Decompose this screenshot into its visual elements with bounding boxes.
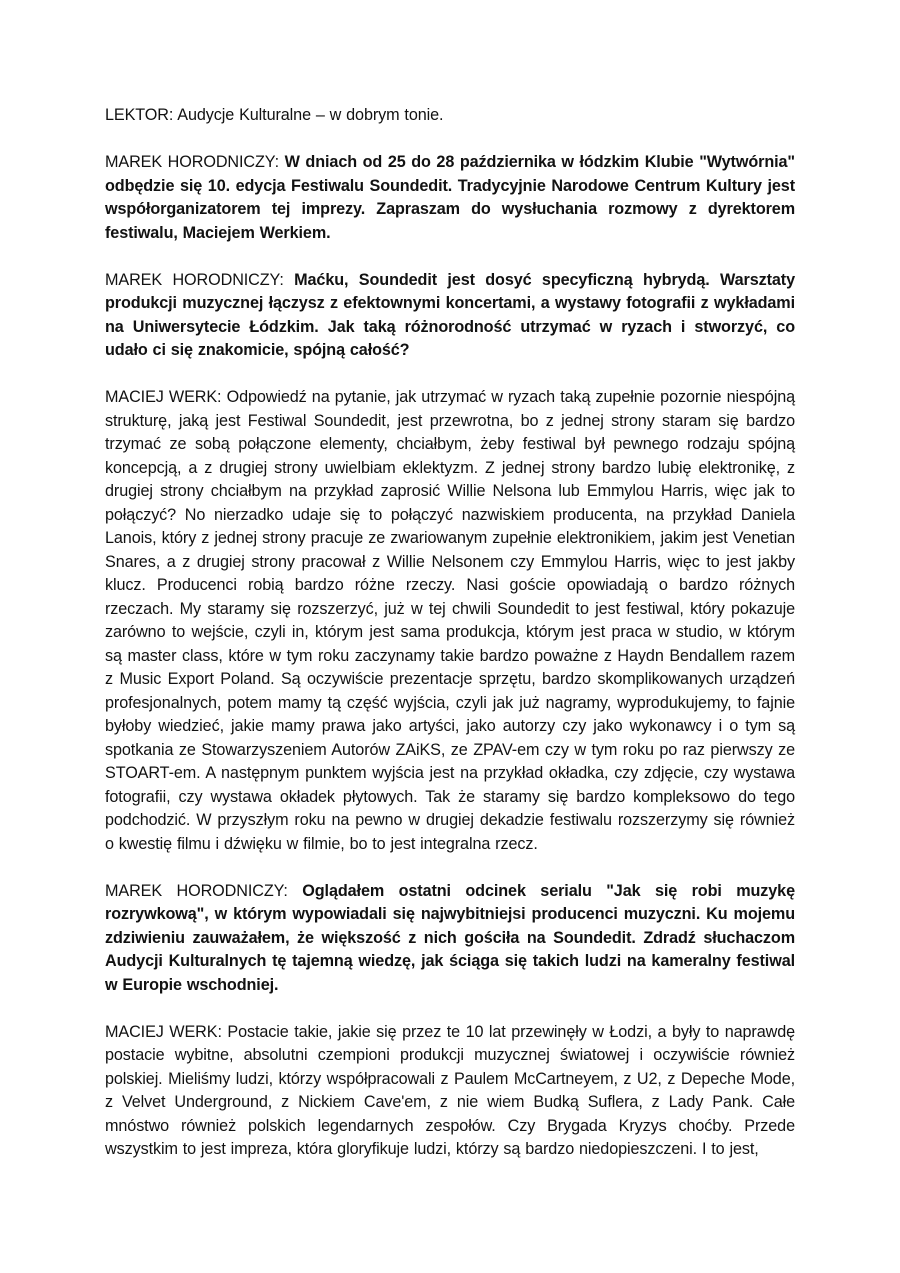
speech-text: Oglądałem ostatni odcinek serialu "Jak się robi muzykę rozrywkową", w którym wypowiadali się najwybitniejsi producenci muzyczni. Ku mojemu zdziwieniu zauważałem, że większość z nich gościła na Soundedit. Zdradź słuchaczom Audycji Kulturalnych tę tajemną wiedzę, jak ściąga się takich ludzi na kameralny festiwal w Europie wschodniej. — [105, 881, 795, 994]
transcript-paragraph-maciej-2 — [105, 1021, 795, 1162]
speech-text: Odpowiedź na pytanie, jak utrzymać w ryzach taką zupełnie pozornie niespójną strukturę, jaką jest Festiwal Soundedit, jest przewrotna, bo z jednej strony staram się bardzo trzymać ze sobą połączone elementy, chciałbym, żeby festiwal był pewnego rodzaju spójną koncepcją, a z drugiej strony uwielbiam eklektyzm. Z jednej strony bardzo lubię elektronikę, z drugiej strony chciałbym na przykład zaprosić Willie Nelsona lub Emmylou Harris, więc jak to połączyć? No nierzadko udaje się to połączyć nazwiskiem producenta, na przykład Daniela Lanois, który z jednej strony pracuje ze zwariowanym zupełnie elektronikiem, jakim jest Venetian Snares, a z drugiej strony pracował z Willie Nelsonem czy Emmylou Harris, więc to jest jakby klucz. Producenci robią bardzo różne rzeczy. Nasi goście opowiadają o bardzo różnych rzeczach. My staramy się rozszerzyć, już w tej chwili Soundedit to jest festiwal, który pokazuje zarówno to wejście, czyli in, którym jest sama produkcja, którym jest praca w studio, w którym są master class, które w tym roku zaczynamy takie bardzo poważne z Haydn Bendallem razem z Music Export Poland. Są oczywiście prezentacje sprzętu, bardzo skomplikowanych urządzeń profesjonalnych, potem mamy tą część wyjścia, czyli jak już nagramy, wyprodukujemy, to fajnie byłoby wiedzieć, jakie mamy prawa jako artyści, jako autorzy czy jako wykonawcy i o tym są spotkania ze Stowarzyszeniem Autorów ZAiKS, ze ZPAV-em czy w tym roku po raz pierwszy ze STOART-em. A następnym punktem wyjścia jest na przykład okładka, czy zdjęcie, czy wystawa fotografii, czy wystawa okładek płytowych. Tak że staramy się bardzo kompleksowo do tego podchodzić. W przyszłym roku na pewno w drugiej dekadzie festiwalu rozszerzymy się również o kwestię filmu i dźwięku w filmie, bo to jest integralna rzecz. — [105, 388, 795, 853]
transcript-paragraph-marek-2 — [105, 269, 795, 363]
speech-text: Postacie takie, jakie się przez te 10 lat przewinęły w Łodzi, a były to naprawdę postacie wybitne, absolutni czempioni produkcji muzycznej światowej i oczywiście również polskiej. Mieliśmy ludzi, którzy współpracowali z Paulem McCartneyem, z U2, z Depeche Mode, z Velvet Underground, z Nickiem Cave'em, z nie wiem Budką Suflera, z Lady Pank. Całe mnóstwo również polskich legendarnych zespołów. Czy Brygada Kryzys choćby. Przede wszystkim to jest impreza, która gloryfikuje ludzi, którzy są bardzo niedopieszczeni. I to jest, — [105, 1022, 796, 1158]
speaker-label: LEKTOR: — [105, 106, 174, 124]
transcript-paragraph-maciej-1 — [105, 386, 795, 856]
speech-text: Audycje Kulturalne – w dobrym tonie. — [177, 106, 444, 124]
speech-text: W dniach od 25 do 28 października w łódzkim Klubie "Wytwórnia" odbędzie się 10. edycja Festiwalu Soundedit. Tradycyjnie Narodowe Centrum Kultury jest współorganizatorem tej imprezy. Zapraszam do wysłuchania rozmowy z dyrektorem festiwalu, Maciejem Werkiem. — [105, 153, 795, 242]
transcript — [105, 104, 795, 1185]
transcript-paragraph-lektor — [105, 104, 795, 128]
speaker-label: MACIEJ WERK: — [105, 1022, 222, 1041]
speaker-label: MAREK HORODNICZY: — [105, 270, 284, 289]
speaker-label: MAREK HORODNICZY: — [105, 153, 280, 171]
speaker-label: MACIEJ WERK: — [105, 388, 222, 406]
speaker-label: MAREK HORODNICZY: — [105, 881, 288, 900]
speech-text: Maćku, Soundedit jest dosyć specyficzną hybrydą. Warsztaty produkcji muzycznej łączysz z efektownymi koncertami, a wystawy fotografii z wykładami na Uniwersytecie Łódzkim. Jak taką różnorodność utrzymać w ryzach i stworzyć, co udało ci się znakomicie, spójną całość? — [105, 270, 795, 359]
transcript-paragraph-marek-3 — [105, 880, 795, 998]
transcript-paragraph-marek-1 — [105, 151, 795, 245]
